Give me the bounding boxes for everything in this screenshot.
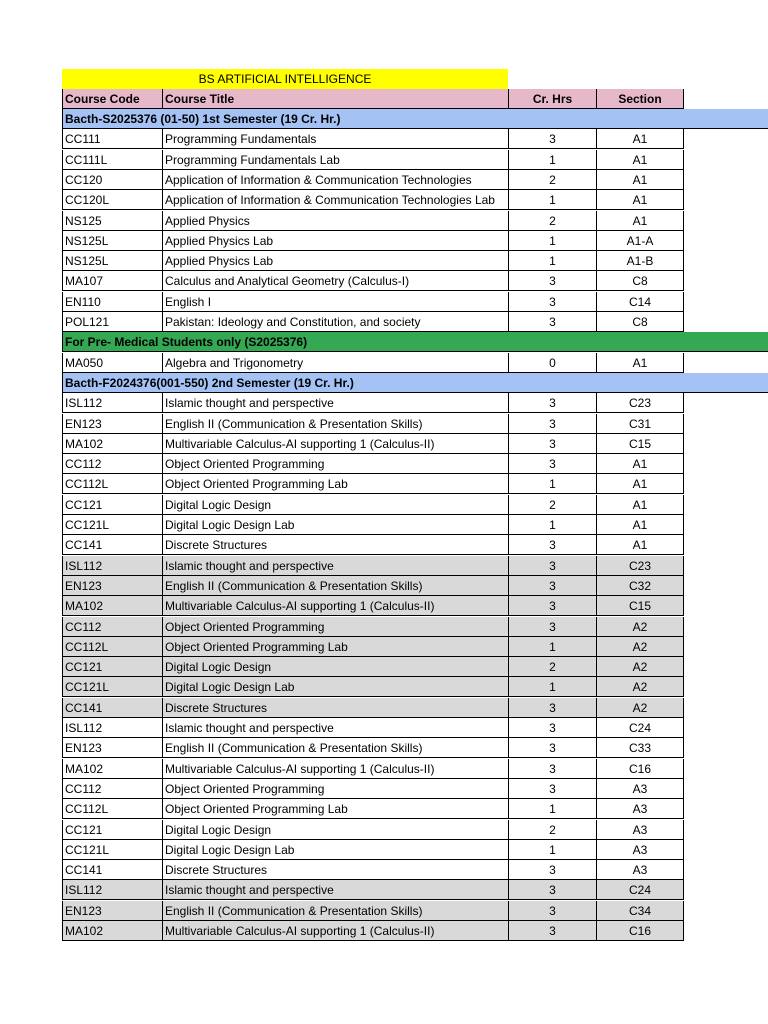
table-row	[62, 495, 684, 515]
course-code-cell: ISL112	[62, 880, 162, 900]
course-title-cell: Discrete Structures	[162, 698, 508, 718]
course-title-cell: Islamic thought and perspective	[162, 880, 508, 900]
section-cell: A1	[596, 474, 684, 494]
table-row	[62, 150, 684, 170]
section-cell: A1	[596, 495, 684, 515]
course-code-cell: EN123	[62, 414, 162, 434]
course-code-cell: CC121	[62, 657, 162, 677]
course-code-cell: CC120	[62, 170, 162, 190]
section-cell: C24	[596, 880, 684, 900]
credit-hours-cell: 3	[508, 414, 596, 434]
credit-hours-cell: 3	[508, 535, 596, 555]
section-cell: A1	[596, 454, 684, 474]
table-row	[62, 271, 684, 291]
credit-hours-cell: 2	[508, 495, 596, 515]
section-cell: C24	[596, 718, 684, 738]
course-code-cell: CC112	[62, 779, 162, 799]
table-row	[62, 251, 684, 271]
course-code-cell: CC121L	[62, 677, 162, 697]
table-row	[62, 637, 684, 657]
section-cell: A1	[596, 190, 684, 210]
credit-hours-cell: 1	[508, 677, 596, 697]
credit-hours-cell: 1	[508, 251, 596, 271]
credit-hours-cell: 3	[508, 921, 596, 941]
course-code-cell: NS125L	[62, 231, 162, 251]
section-cell: C14	[596, 292, 684, 312]
section-cell: C8	[596, 271, 684, 291]
section-cell: A2	[596, 698, 684, 718]
credit-hours-cell: 2	[508, 211, 596, 231]
course-code-cell: CC141	[62, 698, 162, 718]
section-cell: C31	[596, 414, 684, 434]
section-cell: A1	[596, 150, 684, 170]
credit-hours-cell: 1	[508, 515, 596, 535]
course-code-cell: CC121L	[62, 515, 162, 535]
course-code-cell: CC112L	[62, 474, 162, 494]
course-code-cell: NS125L	[62, 251, 162, 271]
header-course-title: Course Title	[162, 89, 508, 109]
course-title-cell: Application of Information & Communication Technologies	[162, 170, 508, 190]
table-row	[62, 515, 684, 535]
section-header-label: Bacth-F2024376(001-550) 2nd Semester (19 Cr. Hr.)	[62, 373, 768, 393]
section-cell: C34	[596, 901, 684, 921]
course-title-cell: Object Oriented Programming Lab	[162, 637, 508, 657]
course-title-cell: Programming Fundamentals	[162, 129, 508, 149]
table-row	[62, 596, 684, 616]
table-row	[62, 657, 684, 677]
course-code-cell: CC111	[62, 129, 162, 149]
section-cell: A3	[596, 860, 684, 880]
header-credit-hours: Cr. Hrs	[508, 89, 596, 109]
section-cell: A1-A	[596, 231, 684, 251]
section-cell: A3	[596, 799, 684, 819]
course-code-cell: CC141	[62, 535, 162, 555]
course-title-cell: Algebra and Trigonometry	[162, 353, 508, 373]
table-row	[62, 779, 684, 799]
section-cell: A2	[596, 637, 684, 657]
table-row	[62, 434, 684, 454]
credit-hours-cell: 3	[508, 556, 596, 576]
credit-hours-cell: 3	[508, 738, 596, 758]
course-code-cell: CC112	[62, 617, 162, 637]
section-header-row	[62, 109, 768, 129]
table-row	[62, 353, 684, 373]
course-title-cell: Object Oriented Programming Lab	[162, 474, 508, 494]
credit-hours-cell: 3	[508, 779, 596, 799]
credit-hours-cell: 3	[508, 292, 596, 312]
credit-hours-cell: 3	[508, 901, 596, 921]
table-row	[62, 312, 684, 332]
course-title-cell: Application of Information & Communication Technologies Lab	[162, 190, 508, 210]
credit-hours-cell: 1	[508, 150, 596, 170]
course-title-cell: Object Oriented Programming	[162, 454, 508, 474]
section-cell: C16	[596, 759, 684, 779]
section-cell: A2	[596, 657, 684, 677]
table-row	[62, 129, 684, 149]
course-code-cell: CC120L	[62, 190, 162, 210]
course-title-cell: Digital Logic Design Lab	[162, 840, 508, 860]
course-title-cell: Islamic thought and perspective	[162, 556, 508, 576]
section-cell: A1	[596, 129, 684, 149]
table-row	[62, 901, 684, 921]
course-title-cell: Applied Physics	[162, 211, 508, 231]
section-cell: A1	[596, 515, 684, 535]
table-row	[62, 190, 684, 210]
section-header-label: For Pre- Medical Students only (S2025376)	[62, 332, 768, 352]
credit-hours-cell: 3	[508, 271, 596, 291]
section-cell: A1	[596, 170, 684, 190]
course-code-cell: EN123	[62, 738, 162, 758]
table-row	[62, 170, 684, 190]
course-title-cell: English I	[162, 292, 508, 312]
table-row	[62, 617, 684, 637]
course-code-cell: ISL112	[62, 393, 162, 413]
header-section: Section	[596, 89, 684, 109]
credit-hours-cell: 1	[508, 637, 596, 657]
course-title-cell: Calculus and Analytical Geometry (Calculus-I)	[162, 271, 508, 291]
course-title-cell: Discrete Structures	[162, 860, 508, 880]
credit-hours-cell: 3	[508, 312, 596, 332]
table-row	[62, 292, 684, 312]
section-cell: C15	[596, 434, 684, 454]
course-code-cell: CC112L	[62, 637, 162, 657]
course-title-cell: Multivariable Calculus-AI supporting 1 (Calculus-II)	[162, 921, 508, 941]
section-cell: A1	[596, 353, 684, 373]
section-cell: C33	[596, 738, 684, 758]
table-row	[62, 698, 684, 718]
course-code-cell: CC111L	[62, 150, 162, 170]
course-title-cell: Digital Logic Design Lab	[162, 677, 508, 697]
course-title-cell: Islamic thought and perspective	[162, 718, 508, 738]
course-code-cell: NS125	[62, 211, 162, 231]
course-code-cell: CC121L	[62, 840, 162, 860]
course-title-cell: Digital Logic Design Lab	[162, 515, 508, 535]
course-code-cell: CC121	[62, 495, 162, 515]
section-header-label: Bacth-S2025376 (01-50) 1st Semester (19 Cr. Hr.)	[62, 109, 768, 129]
course-code-cell: EN110	[62, 292, 162, 312]
table-row	[62, 759, 684, 779]
course-title-cell: Object Oriented Programming	[162, 617, 508, 637]
credit-hours-cell: 2	[508, 820, 596, 840]
table-row	[62, 576, 684, 596]
course-title-cell: Applied Physics Lab	[162, 251, 508, 271]
section-cell: A3	[596, 779, 684, 799]
course-code-cell: ISL112	[62, 718, 162, 738]
course-code-cell: POL121	[62, 312, 162, 332]
course-title-cell: Object Oriented Programming	[162, 779, 508, 799]
table-row	[62, 231, 684, 251]
course-code-cell: CC112L	[62, 799, 162, 819]
section-cell: C8	[596, 312, 684, 332]
credit-hours-cell: 1	[508, 474, 596, 494]
header-row	[62, 89, 684, 109]
table-row	[62, 738, 684, 758]
credit-hours-cell: 1	[508, 190, 596, 210]
sheet-title: BS ARTIFICIAL INTELLIGENCE	[62, 69, 508, 89]
course-code-cell: MA102	[62, 921, 162, 941]
credit-hours-cell: 3	[508, 617, 596, 637]
credit-hours-cell: 2	[508, 657, 596, 677]
table-row	[62, 880, 684, 900]
course-code-cell: EN123	[62, 901, 162, 921]
credit-hours-cell: 3	[508, 129, 596, 149]
table-row	[62, 677, 684, 697]
course-title-cell: Islamic thought and perspective	[162, 393, 508, 413]
credit-hours-cell: 3	[508, 454, 596, 474]
course-code-cell: MA107	[62, 271, 162, 291]
table-row	[62, 454, 684, 474]
section-cell: A1	[596, 535, 684, 555]
credit-hours-cell: 3	[508, 393, 596, 413]
section-cell: C23	[596, 556, 684, 576]
course-code-cell: MA102	[62, 434, 162, 454]
section-cell: A2	[596, 677, 684, 697]
credit-hours-cell: 1	[508, 799, 596, 819]
course-title-cell: English II (Communication & Presentation Skills)	[162, 576, 508, 596]
section-cell: C16	[596, 921, 684, 941]
section-cell: A3	[596, 820, 684, 840]
course-code-cell: CC141	[62, 860, 162, 880]
course-title-cell: Discrete Structures	[162, 535, 508, 555]
course-code-cell: CC112	[62, 454, 162, 474]
section-cell: A1	[596, 211, 684, 231]
credit-hours-cell: 3	[508, 434, 596, 454]
credit-hours-cell: 3	[508, 718, 596, 738]
table-row	[62, 718, 684, 738]
section-cell: A2	[596, 617, 684, 637]
table-row	[62, 393, 684, 413]
course-code-cell: ISL112	[62, 556, 162, 576]
section-header-row	[62, 373, 768, 393]
course-title-cell: Digital Logic Design	[162, 820, 508, 840]
course-code-cell: EN123	[62, 576, 162, 596]
section-cell: A3	[596, 840, 684, 860]
credit-hours-cell: 1	[508, 840, 596, 860]
course-code-cell: MA102	[62, 759, 162, 779]
course-code-cell: MA102	[62, 596, 162, 616]
table-row	[62, 921, 684, 941]
credit-hours-cell: 3	[508, 860, 596, 880]
section-cell: C32	[596, 576, 684, 596]
table-row	[62, 556, 684, 576]
course-title-cell: Applied Physics Lab	[162, 231, 508, 251]
table-row	[62, 414, 684, 434]
section-header-row	[62, 332, 768, 352]
table-row	[62, 820, 684, 840]
course-title-cell: English II (Communication & Presentation Skills)	[162, 738, 508, 758]
table-row	[62, 474, 684, 494]
course-title-cell: Object Oriented Programming Lab	[162, 799, 508, 819]
credit-hours-cell: 3	[508, 698, 596, 718]
course-title-cell: Digital Logic Design	[162, 657, 508, 677]
credit-hours-cell: 0	[508, 353, 596, 373]
course-code-cell: CC121	[62, 820, 162, 840]
credit-hours-cell: 3	[508, 880, 596, 900]
course-title-cell: Digital Logic Design	[162, 495, 508, 515]
section-cell: A1-B	[596, 251, 684, 271]
credit-hours-cell: 3	[508, 596, 596, 616]
table-row	[62, 211, 684, 231]
course-code-cell: MA050	[62, 353, 162, 373]
course-title-cell: English II (Communication & Presentation Skills)	[162, 901, 508, 921]
course-title-cell: Multivariable Calculus-AI supporting 1 (Calculus-II)	[162, 759, 508, 779]
course-title-cell: Pakistan: Ideology and Constitution, and society	[162, 312, 508, 332]
credit-hours-cell: 2	[508, 170, 596, 190]
section-cell: C23	[596, 393, 684, 413]
credit-hours-cell: 1	[508, 231, 596, 251]
table-row	[62, 860, 684, 880]
course-title-cell: English II (Communication & Presentation Skills)	[162, 414, 508, 434]
table-row	[62, 799, 684, 819]
course-title-cell: Multivariable Calculus-AI supporting 1 (Calculus-II)	[162, 434, 508, 454]
credit-hours-cell: 3	[508, 759, 596, 779]
course-title-cell: Programming Fundamentals Lab	[162, 150, 508, 170]
section-cell: C15	[596, 596, 684, 616]
table-row	[62, 840, 684, 860]
table-row	[62, 535, 684, 555]
credit-hours-cell: 3	[508, 576, 596, 596]
header-course-code: Course Code	[62, 89, 162, 109]
course-title-cell: Multivariable Calculus-AI supporting 1 (Calculus-II)	[162, 596, 508, 616]
